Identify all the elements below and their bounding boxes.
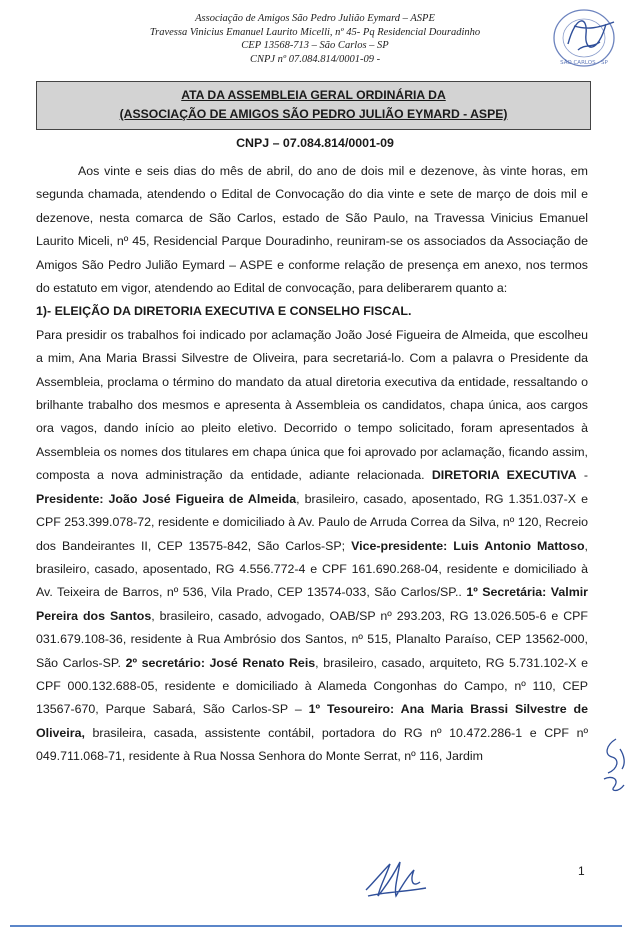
first-secretary-details: , brasileiro, casado, advogado, OAB/SP nº 293.203, RG 13.026.505-6 e CPF 031.679.108-36, residente à Rua Ambrósio dos Santos, nº 515, Planalto Paraíso, CEP 13562-000, São Carlos-SP.	[36, 608, 588, 670]
margin-initials-icon	[598, 735, 630, 795]
document-title-box	[36, 81, 591, 130]
seal-text: SÃO CARLOS - SP	[560, 60, 608, 66]
vice-president-details: , brasileiro, casado, aposentado, RG 4.556.772-4 e CPF 161.690.268-04, residente e domiciliado à Av. Teixeira de Barros, nº 536, Vila Prado, CEP 13574-033, São Carlos/SP..	[36, 538, 588, 600]
letterhead-cnpj: CNPJ nº 07.084.814/0001-09 -	[249, 53, 381, 65]
letterhead-cep: CEP 13568-713 – São Carlos – SP	[241, 40, 389, 51]
document-title-line1: ATA DA ASSEMBLEIA GERAL ORDINÁRIA DA	[181, 88, 446, 102]
document-body	[36, 160, 588, 769]
section-heading-election: 1)- ELEIÇÃO DA DIRETORIA EXECUTIVA E CONSELHO FISCAL.	[36, 304, 412, 319]
first-secretary-label: 1º Secretária: Valmir Pereira dos Santos	[36, 585, 588, 623]
second-secretary-details: , brasileiro, casado, arquiteto, RG 5.731.102-X e CPF 000.132.688-05, residente e domiciliado à Alameda Congonhas do Campo, nº 110, CEP 13567-670, Parque Sabará, São Carlos-SP –	[36, 655, 588, 717]
board-label: DIRETORIA EXECUTIVA	[431, 468, 577, 483]
treasurer-details: brasileira, casada, assistente contábil, portadora do RG nº 10.472.286-1 e CPF nº 049.711.068-71, residente à Rua Nossa Senhora do Monte Serrat, nº 116, Jardim	[36, 725, 588, 764]
letterhead-association-name: Associação de Amigos São Pedro Julião Eymard – ASPE	[195, 13, 435, 24]
document-title-line2: (ASSOCIAÇÃO DE AMIGOS SÃO PEDRO JULIÃO EYMARD - ASPE)	[119, 107, 508, 121]
association-seal-stamp	[548, 4, 626, 72]
president-details: , brasileiro, casado, aposentado, RG 1.351.037-X e CPF 253.399.078-72, residente e domiciliado à Av. Paulo de Arruda Correa da Silva, nº 120, Recreio dos Bandeirantes II, CEP 13575-842, São Carlos-SP;	[36, 491, 588, 553]
seal-signature-icon	[568, 21, 614, 50]
opening-paragraph: Aos vinte e seis dias do mês de abril, do ano de dois mil e dezenove, às vinte horas, em segunda chamada, atendendo o Edital de Convocação do dia vinte e sete de março de dois mil e dezenove, nesta comarca de São Carlos, estado de São Paulo, na Travessa Vinicius Emanuel Laurito Miceli, nº 45, Residencial Parque Douradinho, reuniram-se os associados da Associação de Amigos São Pedro Julião Eymard – ASPE e conforme relação de presença em anexo, nos termos do estatuto em vigor, atendendo ao Edital de convocação, para deliberarem quanto a:	[36, 164, 588, 296]
bottom-rule-divider	[10, 925, 622, 927]
letterhead-address: Travessa Vinicius Emanuel Laurito Micelli, nº 45- Pq Residencial Douradinho	[149, 26, 481, 38]
treasurer-label: 1º Tesoureiro: Ana Maria Brassi Silvestre de Oliveira,	[36, 702, 588, 740]
election-intro: Para presidir os trabalhos foi indicado por aclamação João José Figueira de Almeida, que escolheu a mim, Ana Maria Brassi Silvestre de Oliveira, para secretariá-lo. Com a palavra o Presidente da Assembleia, proclama o término do mandato da atual diretoria executiva da entidade, ressaltando o brilhante trabalho dos mesmos e apresenta à Assembleia os candidatos, chapa única, aos cargos ora vagos, dando início ao pleito eletivo. Decorrido o tempo solicitado, foram apresentados à Assembleia os nomes dos titulares em chapa única que foi aprovado por aclamação, ficando assim, composta a nova administração da entidade, adiante relacionada.	[36, 327, 588, 483]
second-secretary-label: 2º secretário: José Renato Reis	[125, 655, 316, 670]
election-paragraph	[36, 324, 588, 769]
board-separator: -	[576, 468, 588, 483]
signature-icon	[360, 852, 432, 902]
president-label: Presidente: João José Figueira de Almeida	[36, 491, 297, 506]
vice-president-label: Vice-presidente: Luis Antonio Mattoso	[351, 538, 585, 553]
cnpj-heading: CNPJ – 07.084.814/0001-09	[236, 136, 394, 150]
page-number: 1	[578, 864, 585, 878]
letterhead	[80, 12, 550, 66]
